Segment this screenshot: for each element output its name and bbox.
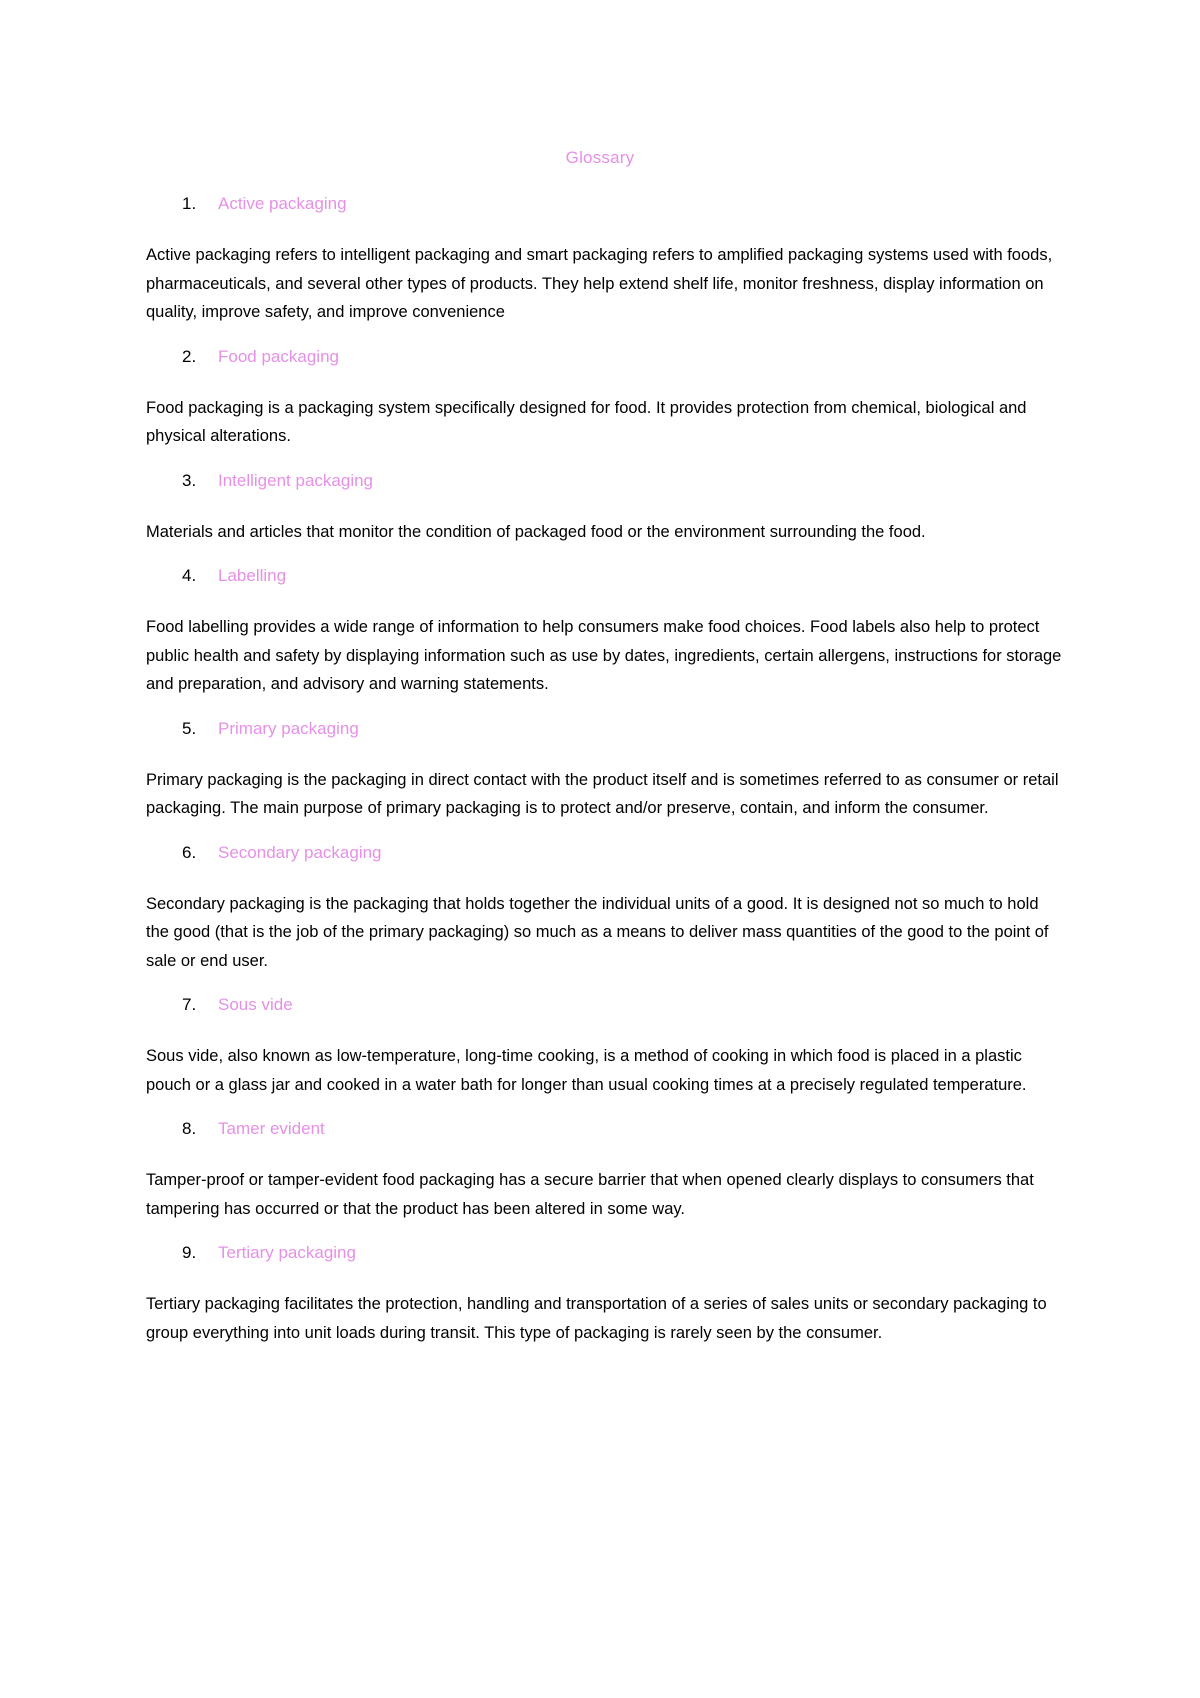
glossary-term-row (146, 995, 1066, 1021)
glossary-definition: Food packaging is a packaging system specifically designed for food. It provides protection from chemical, biological and physical alterations. (146, 398, 1027, 445)
glossary-term-row (146, 194, 1066, 220)
glossary-definition: Tertiary packaging facilitates the protection, handling and transportation of a series of sales units or secondary packaging to group everything into unit loads during transit. This type of packaging is rarely seen by the consumer. (146, 1295, 1047, 1342)
glossary-term-row (146, 719, 1066, 745)
glossary-definition: Primary packaging is the packaging in direct contact with the product itself and is sometimes referred to as consumer or retail packaging. The main purpose of primary packaging is to protect and/or preserve, contain, and inform the consumer. (146, 770, 1059, 817)
glossary-term: Tertiary packaging (218, 1243, 356, 1262)
glossary-definition: Materials and articles that monitor the condition of packaged food or the environment surrounding the food. (146, 522, 926, 541)
glossary-term: Tamer evident (218, 1119, 325, 1138)
glossary-term: Labelling (218, 566, 287, 585)
glossary-term: Primary packaging (218, 718, 359, 738)
glossary-entry (146, 566, 1066, 699)
list-number: 9. (182, 1243, 197, 1262)
glossary-term: Secondary packaging (218, 842, 382, 862)
page-title: Glossary (565, 148, 635, 167)
glossary-entry (146, 719, 1066, 823)
glossary-term-row (146, 347, 1066, 373)
glossary-term: Intelligent packaging (218, 470, 374, 490)
glossary-term-row (146, 471, 1066, 497)
glossary-definition: Tamper-proof or tamper-evident food packaging has a secure barrier that when opened clearly displays to consumers that tampering has occurred or that the product has been altered in some way. (146, 1171, 1034, 1218)
glossary-list (146, 194, 1066, 1367)
glossary-term-row (146, 566, 1066, 592)
list-number: 2. (182, 346, 197, 366)
glossary-entry (146, 995, 1066, 1099)
list-number: 1. (182, 194, 197, 213)
glossary-entry (146, 1243, 1066, 1347)
glossary-definition: Food labelling provides a wide range of information to help consumers make food choices. Food labels also help to protect public health and safety by displaying information such as use by dates, ingredients, certain allergens, instructions for storage and preparation, and advisory and warning statements. (146, 618, 1062, 693)
glossary-definition: Sous vide, also known as low-temperature, long-time cooking, is a method of cooking in which food is placed in a plastic pouch or a glass jar and cooked in a water bath for longer than usual cooking times at a precisely regulated temperature. (146, 1047, 1027, 1094)
glossary-term: Sous vide (218, 995, 293, 1014)
list-number: 7. (182, 995, 197, 1014)
glossary-definition: Active packaging refers to intelligent packaging and smart packaging refers to amplified packaging systems used with foods, pharmaceuticals, and several other types of products. They help extend shelf life, monitor freshness, display information on quality, improve safety, and improve convenience (146, 246, 1053, 321)
glossary-term-row (146, 1243, 1066, 1269)
glossary-entry (146, 1119, 1066, 1223)
list-number: 4. (182, 566, 197, 585)
glossary-entry (146, 843, 1066, 976)
list-number: 6. (182, 842, 197, 862)
glossary-term: Active packaging (218, 194, 347, 213)
glossary-entry (146, 347, 1066, 451)
glossary-definition: Secondary packaging is the packaging that holds together the individual units of a good. It is designed not so much to hold the good (that is the job of the primary packaging) so much as a means to deliver mass quantities of the good to the point of sale or end user. (146, 894, 1049, 970)
glossary-entry (146, 194, 1066, 327)
glossary-term-row (146, 1119, 1066, 1145)
list-number: 3. (182, 470, 197, 490)
list-number: 5. (182, 718, 197, 738)
list-number: 8. (182, 1119, 197, 1138)
glossary-term-row (146, 843, 1066, 869)
glossary-entry (146, 471, 1066, 547)
glossary-term: Food packaging (218, 346, 339, 366)
